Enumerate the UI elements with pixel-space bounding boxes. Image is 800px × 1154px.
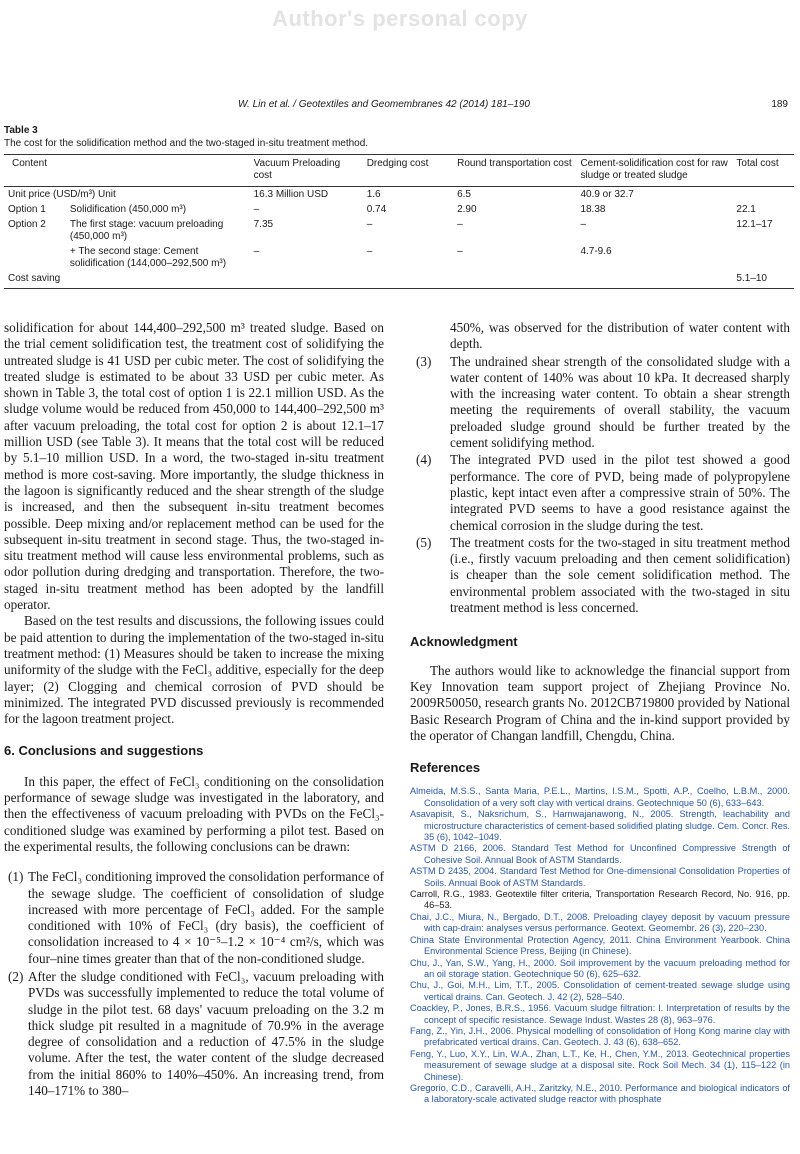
left-column	[4, 320, 384, 1101]
reference-item[interactable]: Chu, J., Yan, S.W., Yang, H., 2000. Soil improvement by the vacuum preloading method for an oil storage station. Geotechnique 50 (6), 625–632.	[410, 957, 790, 979]
table-cell: –	[253, 246, 260, 257]
table-cell: 18.38	[580, 204, 606, 215]
table-header-cell: Vacuum Preloading cost	[250, 155, 363, 187]
references-heading: References	[410, 760, 481, 776]
section-heading: 6. Conclusions and suggestions	[4, 743, 204, 759]
table-cell: 16.3 Million USD	[253, 189, 329, 200]
reference-item[interactable]: China State Environmental Protection Agency, 2011. China Environment Yearbook. China Environmental Science Press, Beijing (in Chinese).	[410, 934, 790, 957]
cost-table-block	[4, 124, 794, 289]
list-item-number: (1)	[8, 869, 24, 885]
reference-item[interactable]: Chai, J.C., Miura, N., Bergado, D.T., 2008. Preloading clayey deposit by vacuum pressure with cap-drain: analyses versus performance. Geotext. Geomembr. 26 (3), 220–230.	[410, 911, 790, 934]
reference-item[interactable]: Almeida, M.S.S., Santa Maria, P.E.L., Martins, I.S.M., Spotti, A.P., Coelho, L.B.M., 2000. Consolidation of a very soft clay with vertical drains. Geotechnique 50 (6), 633–643.	[410, 786, 790, 808]
table-row	[4, 217, 794, 244]
table-cell: 0.74	[366, 204, 387, 215]
list-item-number: (4)	[416, 452, 432, 468]
conclusions-list	[4, 869, 384, 1099]
list-item-text: 450%, was observed for the distribution of water content with depth.	[450, 320, 790, 352]
table-cell	[732, 187, 794, 203]
table-cell: 6.5	[457, 189, 471, 200]
table-cell: –	[253, 204, 260, 215]
table-cell: Option 1	[8, 204, 46, 215]
list-item-text: The undrained shear strength of the consolidated sludge with a water content of 140% was about 10 kPa. It decreased sharply with the increasing water content. To obtain a shear strength meeting the requirements of overall stability, the vacuum preloaded sludge ground should be further treated by the cement solidifying method.	[450, 353, 790, 451]
table-cell: –	[457, 219, 463, 230]
table-cell: –	[457, 246, 463, 257]
table-row	[4, 202, 794, 217]
reference-item[interactable]: Fang, Z., Yin, J.H., 2006. Physical modelling of consolidation of Hong Kong marine clay with prefabricated vertical drains. Can. Geotech. J. 43 (6), 638–652.	[410, 1025, 790, 1048]
table-cell	[4, 244, 66, 271]
journal-citation: W. Lin et al. / Geotextiles and Geomembranes 42 (2014) 181–190	[237, 99, 530, 110]
table-header-cell: Round transportation cost	[453, 155, 576, 187]
reference-item[interactable]: ASTM D 2166, 2006. Standard Test Method for Unconfined Compressive Strength of Cohesive Soil. Annual Book of ASTM Standards.	[410, 843, 790, 865]
table-cell	[453, 271, 576, 289]
conclusions-list-continued	[410, 320, 790, 616]
table-header-cell: Total cost	[732, 155, 794, 187]
table-header-cell: Dredging cost	[363, 155, 453, 187]
table-header-row	[4, 155, 794, 187]
reference-item[interactable]: ASTM D 2435, 2004. Standard Test Method for One-dimensional Consolidation Properties of Soils. Annual Book of ASTM Standards.	[410, 866, 790, 888]
table-cell: 5.1–10	[732, 271, 794, 289]
table-cell: 4.7-9.6	[580, 246, 612, 257]
table-cell: –	[366, 246, 373, 257]
table-row	[4, 271, 794, 289]
right-column	[410, 320, 790, 1106]
table-cell: Solidification (450,000 m³)	[69, 204, 187, 215]
list-item-text: The integrated PVD used in the pilot test showed a good performance. The core of PVD, being made of polypropylene plastic, kept intact even after a compressive strain of 50%. The integrated PVD seems to have a good resistance against the chemical corrosion in the sludge during the test.	[450, 452, 790, 533]
table-cell: –	[366, 219, 373, 230]
table-label: Table 3	[4, 125, 38, 136]
list-item-text: The FeCl₃ conditioning improved the consolidation performance of the sewage sludge. The coefficient of consolidation of sludge increased with more percentage of FeCl₃ added. For the sample conditioned with 10% of FeCl₃ (dry basis), the coefficient of consolidation increased to 4 × 10⁻⁵–1.2 × 10⁻⁴ cm²/s, which was four–nine times greater than that of the non-conditioned sludge.	[28, 869, 384, 966]
table-row	[4, 244, 794, 271]
list-item	[410, 354, 790, 452]
list-item	[4, 869, 384, 967]
table-row	[4, 187, 794, 203]
list-item-text: The treatment costs for the two-staged in situ treatment method (i.e., firstly vacuum preloading and then cement solidification) is cheaper than the sole cement solidification method. The environmental problem associated with the two-staged in situ treatment method is less concerned.	[450, 534, 790, 616]
table-caption: The cost for the solidification method and the two-staged in-situ treatment method.	[4, 138, 369, 149]
list-item-number: (5)	[416, 534, 432, 550]
list-item	[410, 452, 790, 533]
body-paragraph: Based on the test results and discussions, the following issues could be paid attention to during the implementation of the two-staged in-situ treatment method: (1) Measures should be taken to increase the mixing uniformity of the sludge with the FeCl₃ additive, especially for the deep layer; (2) Clogging and chemical corrosion of PVD should be minimized. The integrated PVD discussed previously is recommended for the lagoon treatment project.	[4, 613, 384, 727]
page-number: 189	[771, 99, 788, 110]
reference-list	[410, 786, 790, 1105]
acknowledgment-heading: Acknowledgment	[410, 634, 518, 650]
list-item-number	[410, 320, 450, 353]
reference-item: Carroll, R.G., 1983. Geotextile filter criteria, Transportation Research Record, No. 916, pp. 46–53.	[410, 889, 790, 911]
cost-table	[4, 154, 794, 289]
reference-item[interactable]: Asavapisit, S., Naksrichum, S., Harnwajanawong, N., 2005. Strength, leachability and microstructure characteristics of cement-based solidified plating sludge. Cem. Concr. Res. 35 (6), 1042–1049.	[410, 809, 790, 843]
table-cell	[363, 271, 453, 289]
table-cell	[576, 271, 732, 289]
table-cell: –	[580, 219, 586, 230]
reference-item[interactable]: Coackley, P., Jones, B.R.S., 1956. Vacuum sludge filtration: I. Interpretation of results by the concept of specific resistance. Sewage Indust. Wastes 28 (8), 963–976.	[410, 1003, 790, 1025]
table-cell: Option 2	[8, 219, 46, 230]
table-cell: The first stage: vacuum preloading (450,000 m³)	[69, 219, 224, 242]
list-item-number: (2)	[8, 968, 24, 984]
reference-item[interactable]: Gregorio, C.D., Caravelli, A.H., Zaritzky, N.E., 2010. Performance and biological indicators of a laboratory-scale activated sludge reactor with phosphate	[410, 1082, 790, 1105]
table-cell: Unit price (USD/m³) Unit	[8, 189, 116, 200]
body-paragraph: In this paper, the effect of FeCl₃ conditioning on the consolidation performance of sewage sludge was investigated in the laboratory, and then the effectiveness of vacuum preloading with PVDs on the FeCl₃-conditioned sludge was examined by performing a pilot test. Based on the experimental results, the following conclusions can be drawn:	[4, 773, 384, 854]
list-item-text: After the sludge conditioned with FeCl₃, vacuum preloading with PVDs was successfully implemented to reduce the total volume of sludge in the pilot test. 68 days' vacuum preloading on the 3.2 m thick sludge pit resulted in a magnitude of 70.9% in the average degree of consolidation and a reduction of 47.5% in the sludge volume. After the test, the water content of the sludge decreased from the initial 860% to 140%–450%. An increasing trend, from 140–171% to 380–	[28, 968, 384, 1099]
table-cell: 1.6	[366, 189, 381, 200]
table-cell	[732, 244, 794, 271]
table-header-cell: Cement-solidification cost for raw sludge or treated sludge	[576, 155, 732, 187]
list-item-number: (3)	[416, 353, 432, 369]
watermark: Author's personal copy	[272, 6, 528, 31]
table-cell: 40.9 or 32.7	[580, 189, 634, 200]
reference-item[interactable]: Chu, J., Goi, M.H., Lim, T.T., 2005. Consolidation of cement-treated sewage sludge using vertical drains. Can. Geotech. J. 42 (2), 528–540.	[410, 980, 790, 1002]
table-header-cell: Content	[4, 155, 250, 187]
table-cell: + The second stage: Cement solidification (144,000–292,500 m³)	[69, 246, 227, 269]
acknowledgment-text: The authors would like to acknowledge the financial support from Key Innovation team support project of Zhejiang Province No. 2009R50050, research grants No. 2012CB719800 provided by National Basic Research Program of China and the in-kind support provided by the operator of Changan landfill, Chengdu, China.	[410, 662, 790, 743]
table-cell	[250, 271, 363, 289]
body-paragraph: solidification for about 144,400–292,500 m³ treated sludge. Based on the trial cement solidification test, the treatment cost of solidifying the untreated sludge is 41 USD per cubic meter. The cost of solidifying the treated sludge is estimated to be about 33 USD per cubic meter. As shown in Table 3, the total cost of option 1 is 22.1 million USD. As the sludge volume would be reduced from 450,000 to 144,400–292,500 m³ after vacuum preloading, the total cost for option 2 is about 12.1–17 million USD (see Table 3). It means that the total cost will be reduced by 5.1–10 million USD. In a word, the two-staged in-situ treatment method is more cost-saving. More importantly, the sludge thickness in the lagoon is significantly reduced and the shear strength of the sludge is increased, and then the subsequent in-situ treatment becomes possible. Deep mixing and/or replacement method can be used for the subsequent in-situ treatment in second stage. Thus, the two-staged in-situ treatment method will cause less environmental problems, such as odor pollution during dredging and transportation. Therefore, the two-staged in-situ treatment method has been adopted by the landfill operator.	[4, 320, 384, 613]
table-cell: 2.90	[457, 204, 477, 215]
running-header	[0, 96, 800, 116]
list-item	[410, 320, 790, 353]
list-item	[4, 969, 384, 1099]
table-cell: 22.1	[736, 204, 756, 215]
reference-item[interactable]: Feng, Y., Luo, X.Y., Lin, W.A., Zhan, L.T., Ke, H., Chen, Y.M., 2013. Geotechnical properties measurement of sewage sludge at a disposal site. Rock Soil Mech. 34 (1), 115–122 (in Chinese).	[410, 1048, 790, 1082]
table-cell: 12.1–17	[736, 219, 773, 230]
table-cell: Cost saving	[4, 271, 250, 289]
table-cell: 7.35	[253, 219, 274, 230]
list-item	[410, 535, 790, 616]
